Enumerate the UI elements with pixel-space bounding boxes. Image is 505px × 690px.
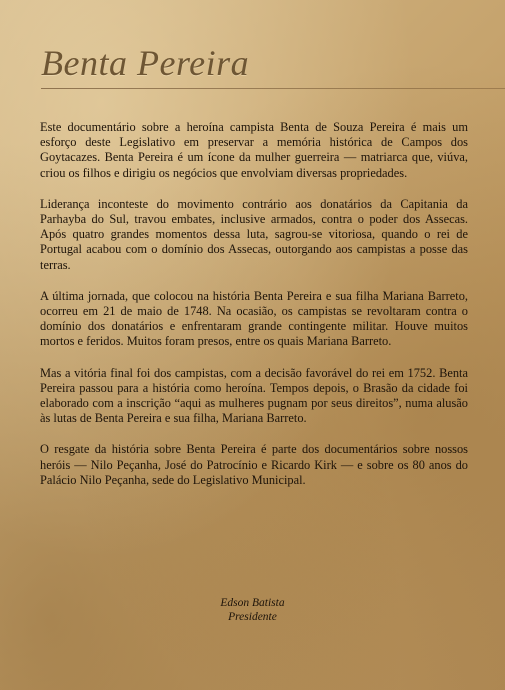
paragraph-1: Este documentário sobre a heroína campista Benta de Souza Pereira é mais um esforço deste Legislativo em preservar a memória histórica de Campos dos Goytacazes. Benta Pereira é um ícone da mulher guerreira — matriarca que, viúva, criou os filhos e dirigiu os negócios que envolviam diversas propriedades. bbox=[40, 120, 468, 180]
body-text bbox=[40, 120, 468, 504]
signature-role: Presidente bbox=[228, 611, 277, 623]
signature-name: Edson Batista bbox=[220, 597, 285, 609]
page-title: Benta Pereira bbox=[41, 43, 250, 83]
paragraph-2: Liderança inconteste do movimento contrário aos donatários da Capitania da Parhayba do Sul, travou embates, inclusive armados, contra o poder dos Assecas. Após quatro grandes momentos dessa luta, sagrou-se vitoriosa, quando o rei de Portugal acabou com o domínio dos Assecas, outorgando aos campistas a posse das terras. bbox=[40, 196, 468, 272]
title-divider bbox=[41, 88, 505, 89]
paragraph-5: O resgate da história sobre Benta Pereira é parte dos documentários sobre nossos heróis — Nilo Peçanha, José do Patrocínio e Ricardo Kirk — e sobre os 80 anos do Palácio Nilo Peçanha, sede do Legislativo Municipal. bbox=[40, 442, 468, 487]
paragraph-4: Mas a vitória final foi dos campistas, com a decisão favorável do rei em 1752. Benta Pereira passou para a história como heroína. Tempos depois, o Brasão da cidade foi elaborado com a inscrição “aqui as mulheres pugnam por seus direitos”, numa alusão às lutas de Benta Pereira e sua filha, Mariana Barreto. bbox=[40, 365, 468, 426]
paragraph-3: A última jornada, que colocou na história Benta Pereira e sua filha Mariana Barreto, ocorreu em 21 de maio de 1748. Na ocasião, os campistas se revoltaram contra o domínio dos donatários e enfrentaram grande contingente militar. Houve muitos mortos e feridos. Muitos foram presos, entre os quais Mariana Barreto. bbox=[40, 288, 468, 349]
signature-block bbox=[0, 596, 505, 624]
